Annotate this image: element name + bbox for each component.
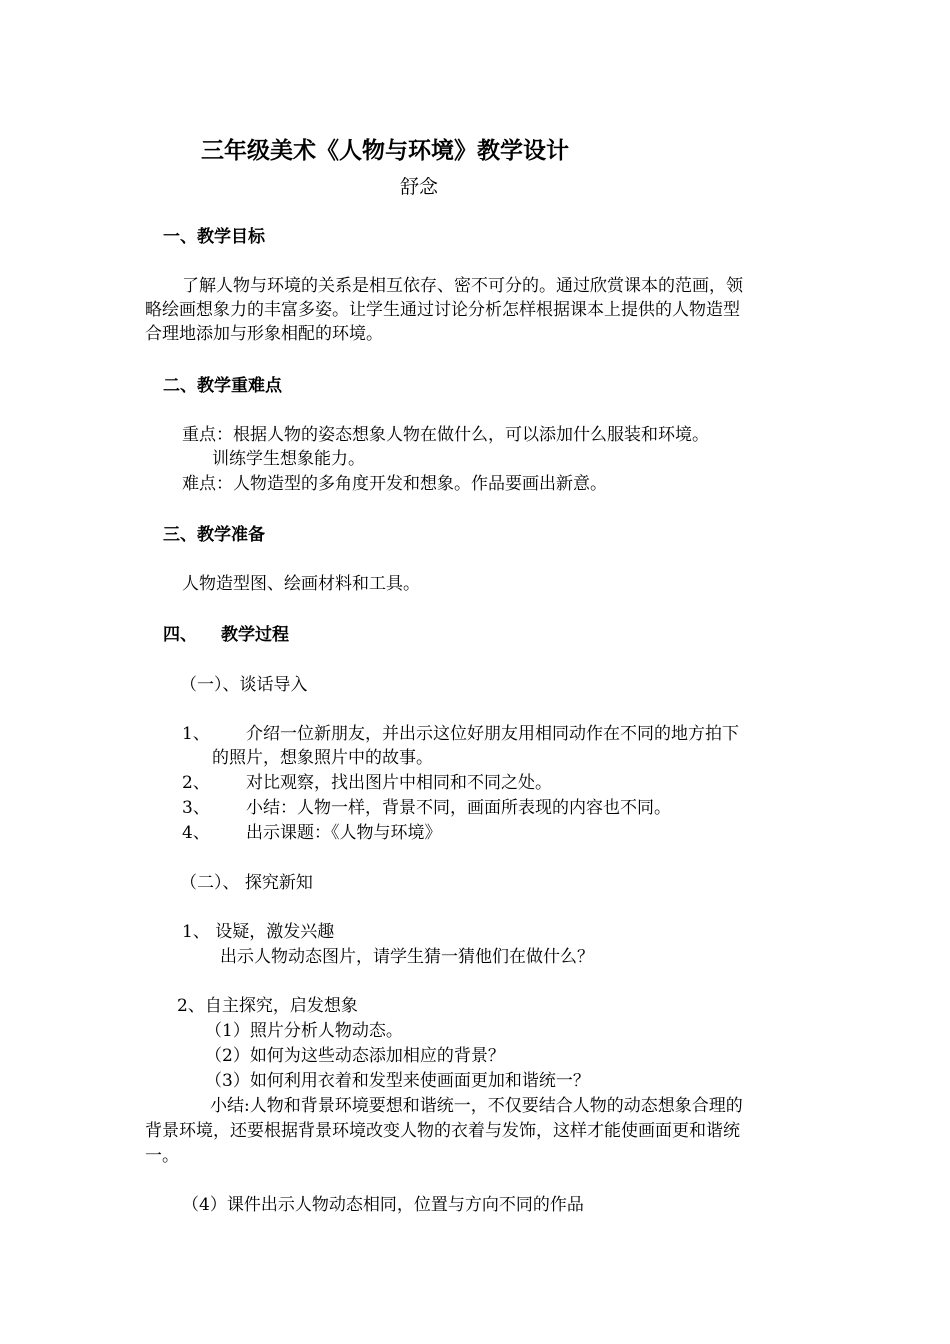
list-text: 小结：人物一样，背景不同，画面所表现的内容也不同。 [246, 798, 671, 818]
document-author: 舒念 [400, 176, 439, 198]
section-heading-objectives: 一、教学目标 [163, 227, 265, 247]
summary-line: 小结:人物和背景环境要想和谐统一，不仅要结合人物的动态想象合理的 [210, 1096, 743, 1116]
list-item [182, 722, 739, 746]
sub-list-item: （1）照片分析人物动态。 [205, 1021, 403, 1041]
paragraph-line: 了解人物与环境的关系是相互依存、密不可分的。通过欣赏课本的范画，领 [182, 276, 743, 296]
list-text: 出示课题：《人物与环境》 [246, 823, 442, 843]
key-point-line: 重点：根据人物的姿态想象人物在做什么，可以添加什么服装和环境。 [182, 425, 709, 445]
list-number: 4、 [182, 823, 210, 843]
summary-line: 一。 [145, 1146, 179, 1166]
section-heading-preparation: 三、教学准备 [163, 525, 265, 545]
list-number: 1、 [182, 724, 210, 744]
sub-list-item: （3）如何利用衣着和发型来使画面更加和谐统一？ [205, 1071, 590, 1091]
document-title: 三年级美术《人物与环境》教学设计 [201, 138, 569, 164]
paragraph-line: 略绘画想象力的丰富多姿。让学生通过讨论分析怎样根据课本上提供的人物造型 [145, 300, 740, 320]
key-point-line: 训练学生想象能力。 [212, 449, 365, 469]
section-number: 四、 [163, 625, 197, 645]
list-number: 2、 [182, 773, 210, 793]
list-item-continuation: 出示人物动态图片，请学生猜一猜他们在做什么？ [220, 947, 594, 967]
list-item [182, 771, 552, 795]
list-item: 1、 设疑，激发兴趣 [182, 922, 335, 942]
section-heading-text: 教学过程 [221, 625, 289, 645]
list-item: 2、自主探究，启发想象 [177, 996, 358, 1016]
summary-line: 背景环境，还要根据背景环境改变人物的衣着与发饰，这样才能使画面更和谐统 [145, 1121, 740, 1141]
paragraph-line: 合理地添加与形象相配的环境。 [145, 324, 383, 344]
list-item [182, 821, 442, 845]
sub-list-item: （4）课件出示人物动态相同，位置与方向不同的作品 [182, 1195, 584, 1215]
difficult-point-line: 难点：人物造型的多角度开发和想象。作品要画出新意。 [182, 474, 607, 494]
list-item-continuation: 的照片，想象照片中的故事。 [212, 748, 433, 768]
list-item [182, 796, 671, 820]
subsection-title-explore: （二）、 探究新知 [180, 873, 313, 893]
section-heading-key-points: 二、教学重难点 [163, 376, 282, 396]
section-heading-process [163, 623, 289, 647]
list-text: 介绍一位新朋友，并出示这位好朋友用相同动作在不同的地方拍下 [246, 724, 739, 744]
sub-list-item: （2）如何为这些动态添加相应的背景？ [205, 1046, 505, 1066]
list-text: 对比观察，找出图片中相同和不同之处。 [246, 773, 552, 793]
list-number: 3、 [182, 798, 210, 818]
paragraph-line: 人物造型图、绘画材料和工具。 [182, 574, 420, 594]
subsection-title-intro: （一）、谈话导入 [180, 675, 308, 695]
